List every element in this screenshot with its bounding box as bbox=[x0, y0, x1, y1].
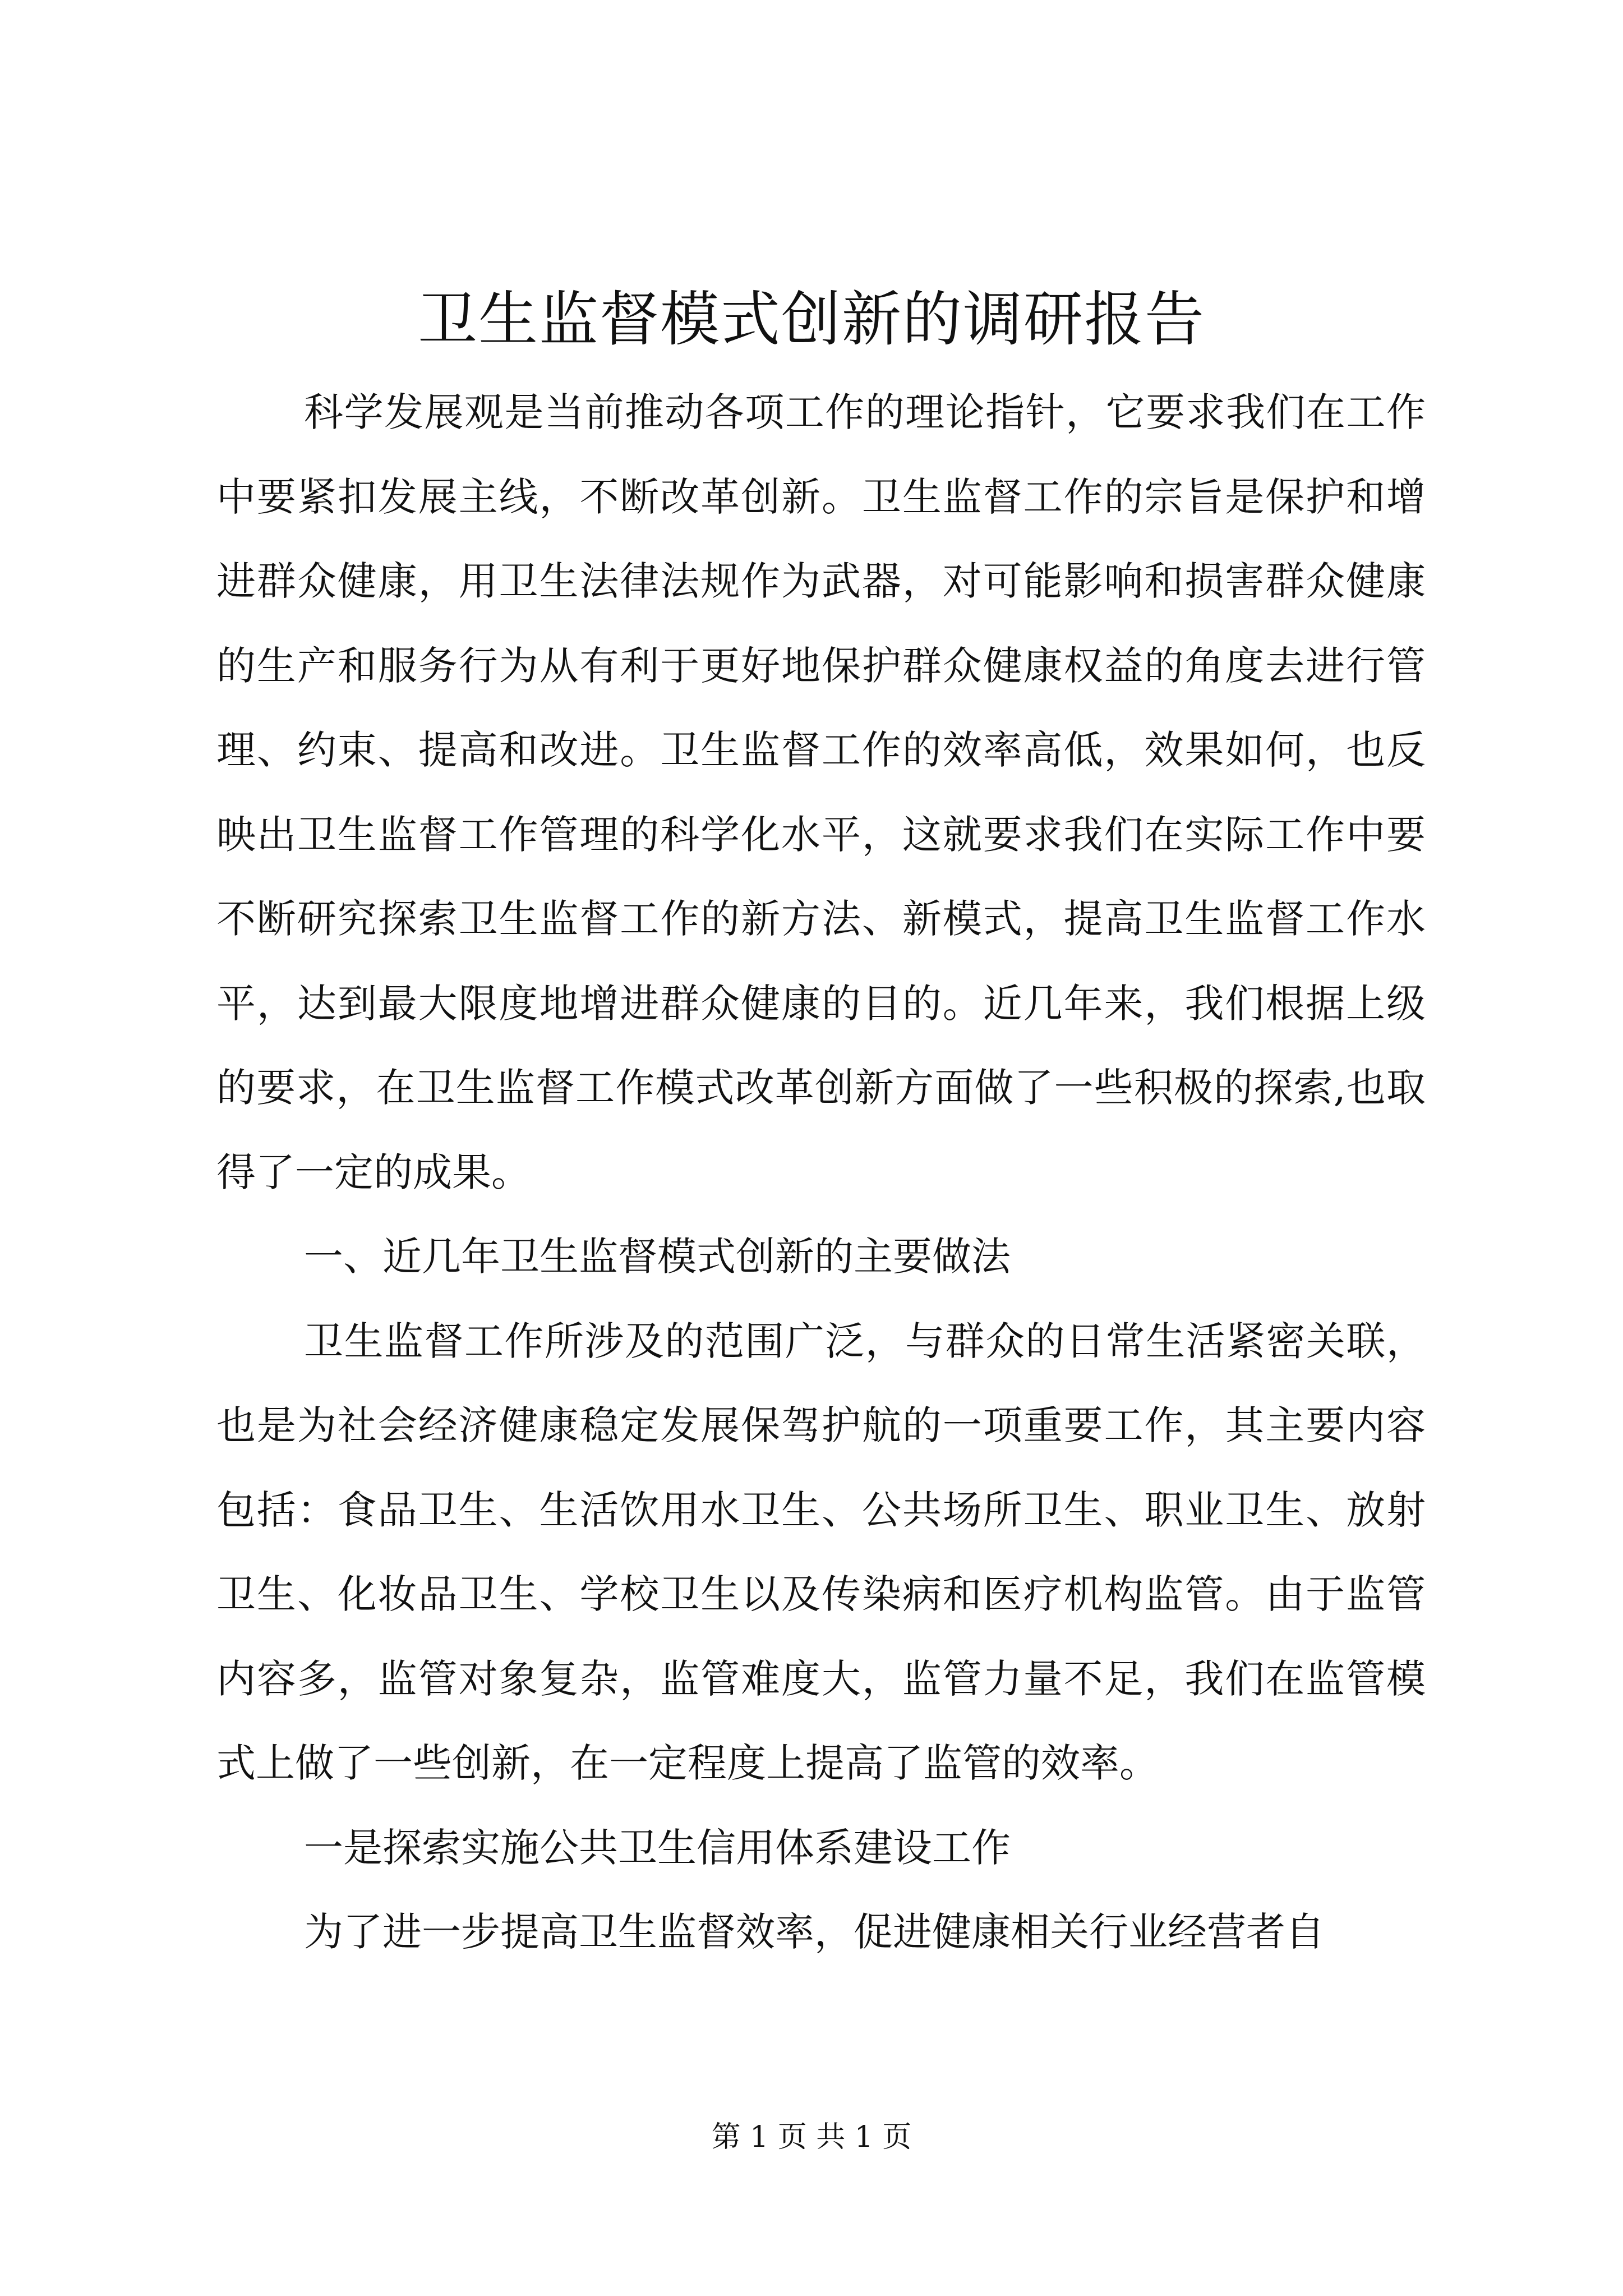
section-heading-1: 一、近几年卫生监督模式创新的主要做法 bbox=[304, 1234, 1011, 1280]
paragraph-scope: 卫生监督工作所涉及的范围广泛，与群众的日常生活紧密关联，也是为社会经济健康稳定发展保驾护航的一项重要工作，其主要内容包括：食品卫生、生活饮用水卫生、公共场所卫生、职业卫生、放射卫生、化妆品卫生、学校卫生以及传染病和医疗机构监管。由于监管内容多，监管对象复杂，监管难度大，监管力量不足，我们在监管模式上做了一些创新，在一定程度上提高了监管的效率。 bbox=[216, 1318, 1426, 1786]
page-footer: 第 1 页 共 1 页 bbox=[711, 2120, 912, 2154]
document-title: 卫生监督模式创新的调研报告 bbox=[418, 285, 1205, 354]
subsection-heading-1: 一是探索实施公共卫生信用体系建设工作 bbox=[304, 1824, 1011, 1871]
document-body bbox=[216, 370, 1426, 1975]
paragraph-intro: 科学发展观是当前推动各项工作的理论指针，它要求我们在工作中要紧扣发展主线，不断改革创新。卫生监督工作的宗旨是保护和增进群众健康，用卫生法律法规作为武器，对可能影响和损害群众健康的生产和服务行为从有利于更好地保护群众健康权益的角度去进行管理、约束、提高和改进。卫生监督工作的效率高低，效果如何，也反映出卫生监督工作管理的科学化水平，这就要求我们在实际工作中要不断研究探索卫生监督工作的新方法、新模式，提高卫生监督工作水平，达到最大限度地增进群众健康的目的。近几年来，我们根据上级的要求，在卫生监督工作模式改革创新方面做了一些积极的探索,也取得了一定的成果。 bbox=[216, 389, 1426, 1195]
paragraph-credit-system: 为了进一步提高卫生监督效率，促进健康相关行业经营者自 bbox=[304, 1909, 1325, 1955]
